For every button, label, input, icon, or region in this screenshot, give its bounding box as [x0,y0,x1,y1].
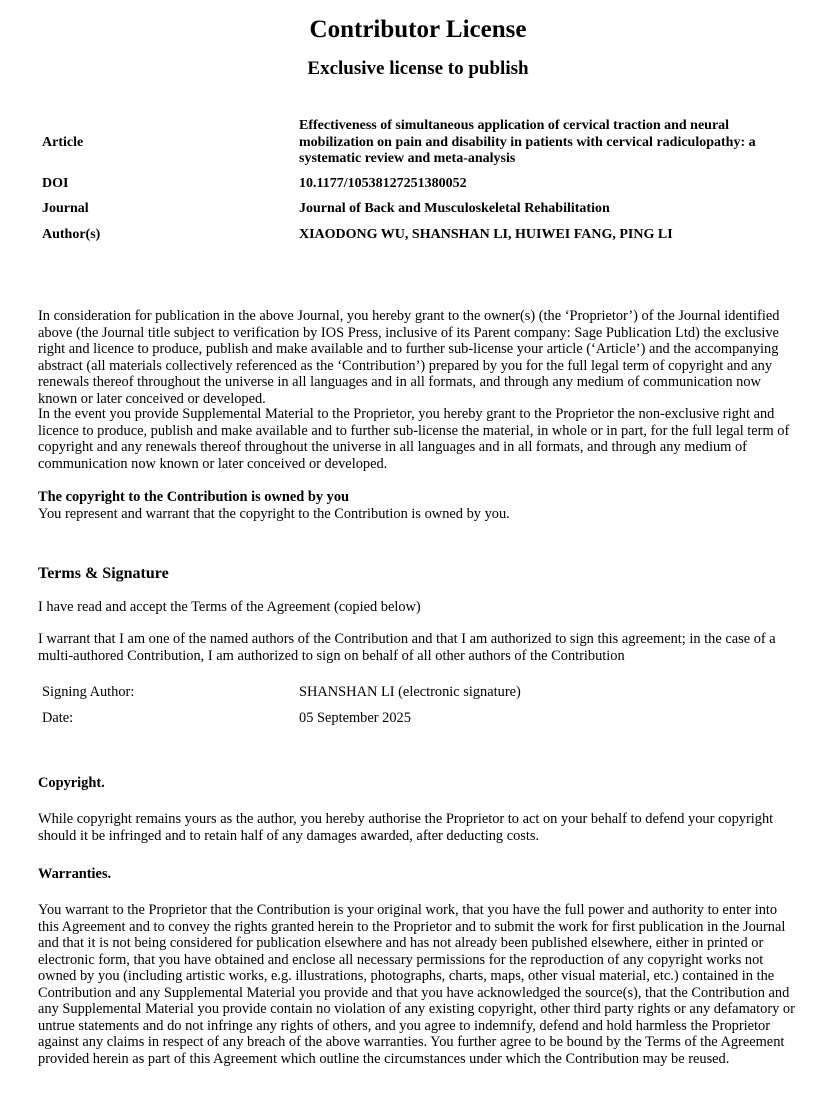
date-row [42,710,521,727]
article-row [42,118,802,168]
doi-row [42,176,802,193]
terms-accept-text: I have read and accept the Terms of the Agreement (copied below) [38,599,421,615]
copyright-heading: Copyright. [38,775,105,791]
doi-value: 10.1177/10538127251380052 [299,175,467,191]
journal-value: Journal of Back and Musculoskeletal Rehabilitation [299,201,610,216]
signing-author-label: Signing Author: [42,684,135,700]
journal-row [42,201,802,218]
article-title: Effectiveness of simultaneous application of cervical traction and neural mobilization on pain and disability in patients with cervical radiculopathy: a systematic review and meta-analysis [299,118,756,166]
ownership-heading: The copyright to the Contribution is owned by you [38,489,350,505]
authors-label: Author(s) [42,226,101,242]
grant-paragraph-supplemental: In the event you provide Supplemental Material to the Proprietor, you hereby grant to the Proprietor the non-exclusive right and licence to produce, publish and make available and to further sub-license the material, in whole or in part, for the full legal term of copyright and any renewals thereof throughout the universe in all languages and in all formats, and through any medium of communication now known or later conceived or developed. [38,406,790,472]
authors-row [42,227,802,244]
grant-paragraph-exclusive: In consideration for publication in the above Journal, you hereby grant to the owner(s) (the ‘Proprietor’) of the Journal identified above (the Journal title subject to verification by IOS Press, inclusive of its Parent company: Sage Publication Ltd) the exclusive right and licence to produce, publish and make available and to further sub-license your article (‘Article’) and the accompanying abstract (all materials collectively referenced as the ‘Contribution’) prepared by you for the full legal term of copyright and any renewals thereof throughout the universe in all languages and in all formats, and through any medium of communication now known or later conceived or developed. [38,308,780,407]
warranties-text: You warrant to the Proprietor that the Contribution is your original work, that you have the full power and authority to enter into this Agreement and to convey the rights granted herein to the Proprietor and to submit the work for first publication in the Journal and that it is not being considered for publication elsewhere and has not already been published elsewhere, either in printed or electronic form, that you have obtained and enclose all necessary permissions for the reproduction of any copyright works not owned by you (including artistic works, e.g. illustrations, photographs, charts, maps, other visual material, etc.) contained in the Contribution and any Supplemental Material you provide and that you have acknowledged the source(s), that the Contribution and any Supplemental Material you provide contain no violation of any existing copyright, other third party rights or any defamatory or untrue statements and do not infringe any rights of others, and you agree to indemnify, defend and hold harmless the Proprietor against any claims in respect of any breach of the above warranties. You further agree to be bound by the Terms of the Agreement provided herein as part of this Agreement which outline the circumstances under which the Contribution may be reused. [38,902,795,1067]
terms-warrant-text: I warrant that I am one of the named authors of the Contribution and that I am authorized to sign this agreement; in the case of a multi-authored Contribution, I am authorized to sign on behalf of all other authors of the Contribution [38,631,776,664]
document-title: Contributor License [309,16,527,43]
copyright-text: While copyright remains yours as the author, you hereby authorise the Proprietor to act on your behalf to defend your copyright should it be infringed and to retain half of any damages awarded, after deducting costs. [38,811,774,844]
doi-label: DOI [42,175,69,191]
date-label: Date: [42,709,74,726]
authors-value: XIAODONG WU, SHANSHAN LI, HUIWEI FANG, PING LI [299,226,673,242]
signature-block [42,684,521,735]
signing-author-row [42,684,521,701]
signing-author-value: SHANSHAN LI (electronic signature) [299,684,521,700]
ownership-text: You represent and warrant that the copyright to the Contribution is owned by you. [38,506,510,522]
journal-label: Journal [42,201,89,216]
document-subtitle: Exclusive license to publish [307,58,529,79]
article-metadata [42,118,802,252]
article-label: Article [42,134,84,150]
terms-heading: Terms & Signature [38,565,169,582]
warranties-heading: Warranties. [38,866,112,882]
date-value: 05 September 2025 [299,709,411,726]
